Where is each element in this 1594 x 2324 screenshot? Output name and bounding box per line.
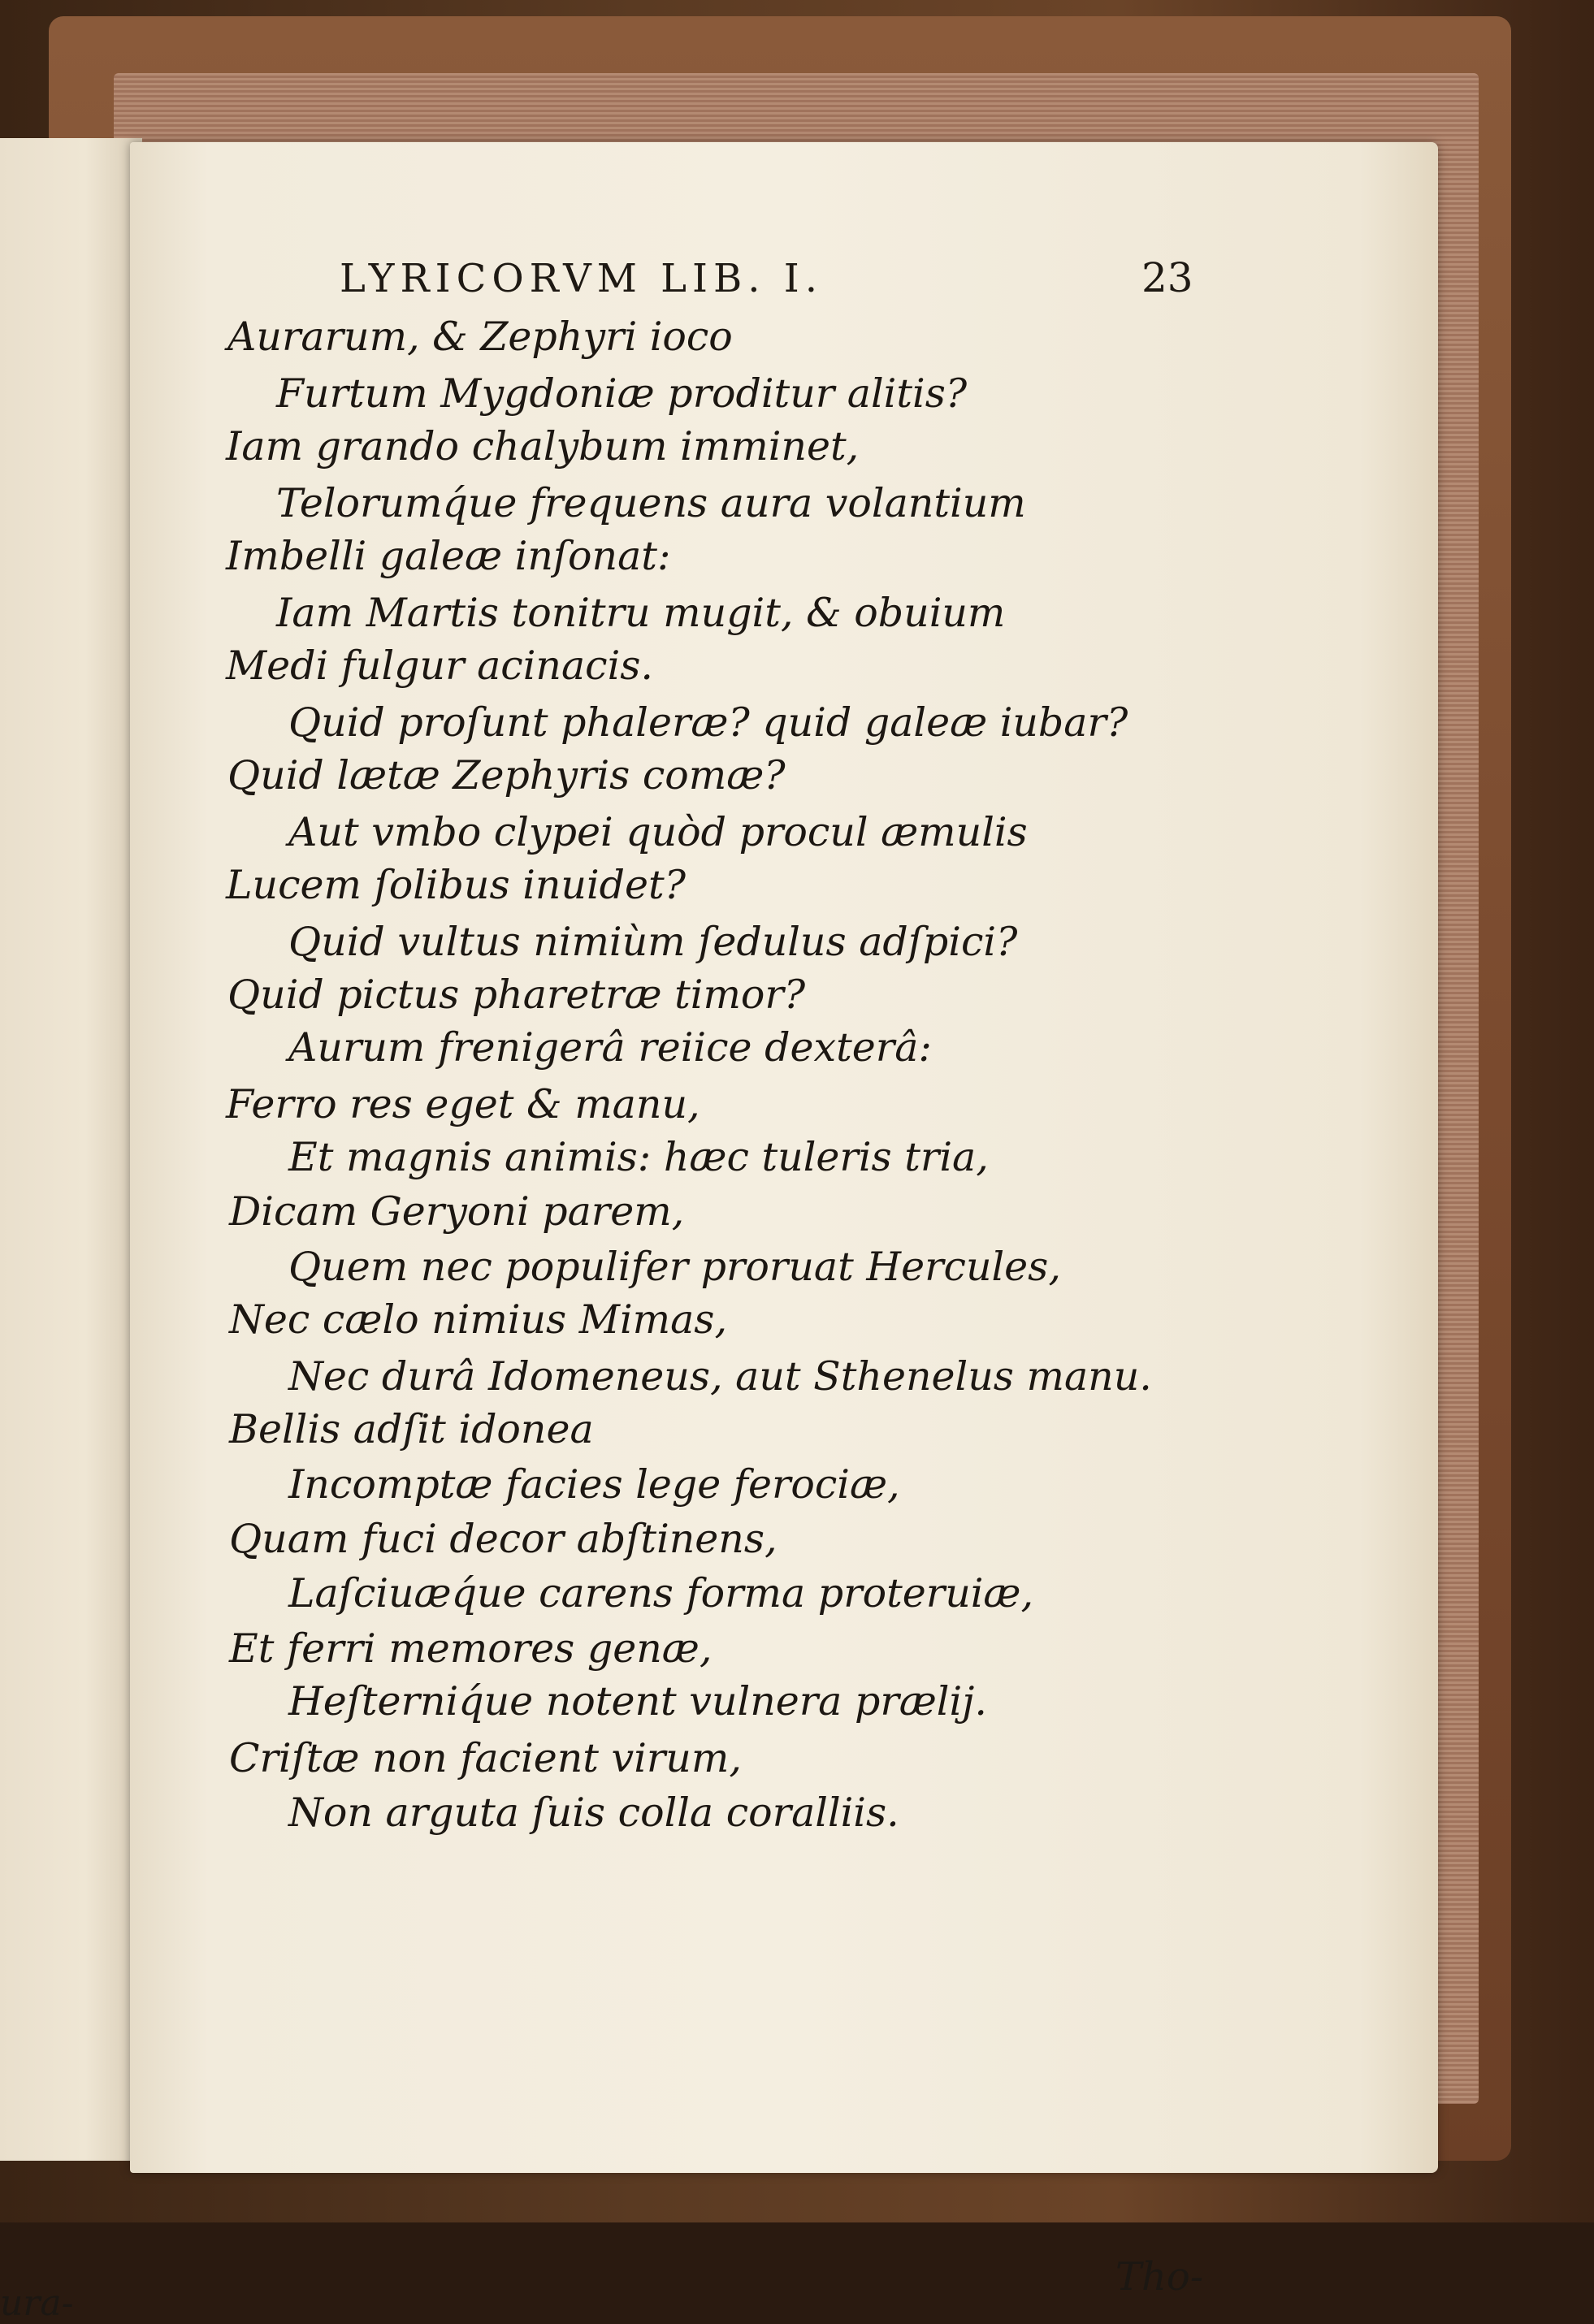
verse-line: Et magnis animis: hæc tuleris tria, (288, 1134, 989, 1180)
verse-line: Quid proſunt phaleræ? quid galeæ iubar? (288, 699, 1128, 746)
verse-line: Et ferri memores genæ, (229, 1625, 713, 1672)
verse-line: Medi fulgur acinacis. (226, 643, 654, 689)
verse-line: Quid lætæ Zephyris comæ? (227, 752, 786, 798)
facing-page-left (0, 138, 142, 2324)
verse-line: Heſterniq́ue notent vulnera prælij. (288, 1678, 987, 1725)
verse-line: Aurarum, & Zephyri ioco (227, 314, 733, 360)
running-head: LYRICORVM LIB. I. (340, 256, 824, 301)
verse-line: Iam grando chalybum imminet, (226, 423, 860, 470)
book-page (130, 142, 1438, 2300)
facing-page-fragment: ura- (0, 2283, 74, 2324)
verse-line: Bellis adſit idonea (229, 1406, 594, 1452)
verse-line: Telorumq́ue frequens aura volantium (276, 480, 1026, 526)
verse-line: Incomptæ facies lege ferociæ, (288, 1461, 900, 1508)
verse-line: Quem nec populifer proruat Hercules, (288, 1244, 1061, 1290)
verse-line: Iam Martis tonitru mugit, & obuium (276, 590, 1006, 636)
verse-line: Imbelli galeæ inſonat: (226, 533, 671, 579)
verse-line: Laſciuæq́ue carens forma proteruiæ, (288, 1570, 1034, 1616)
verse-line: Criſtæ non facient virum, (229, 1735, 742, 1781)
verse-line: Aurum frenigerâ reiice dexterâ: (288, 1024, 932, 1071)
verse-line: Non arguta ſuis colla coralliis. (288, 1790, 899, 1836)
verse-line: Furtum Mygdoniæ proditur alitis? (276, 370, 968, 417)
verse-line: Quid pictus pharetræ timor? (227, 972, 806, 1018)
verse-line: Nec cælo nimius Mimas, (229, 1296, 728, 1343)
verse-line: Quam fuci decor abſtinens, (229, 1516, 778, 1562)
verse-line: Nec durâ Idomeneus, aut Sthenelus manu. (288, 1353, 1152, 1400)
verse-line: Ferro res eget & manu, (226, 1081, 700, 1127)
page-number: 23 (1141, 254, 1193, 301)
verse-line: Dicam Geryoni parem, (229, 1188, 685, 1235)
verse-line: Aut vmbo clypei quòd procul æmulis (288, 809, 1028, 855)
catchword: Tho- (1115, 2254, 1204, 2300)
verse-line: Lucem ſolibus inuidet? (226, 862, 686, 908)
verse-line: Quid vultus nimiùm ſedulus adſpici? (288, 919, 1018, 965)
